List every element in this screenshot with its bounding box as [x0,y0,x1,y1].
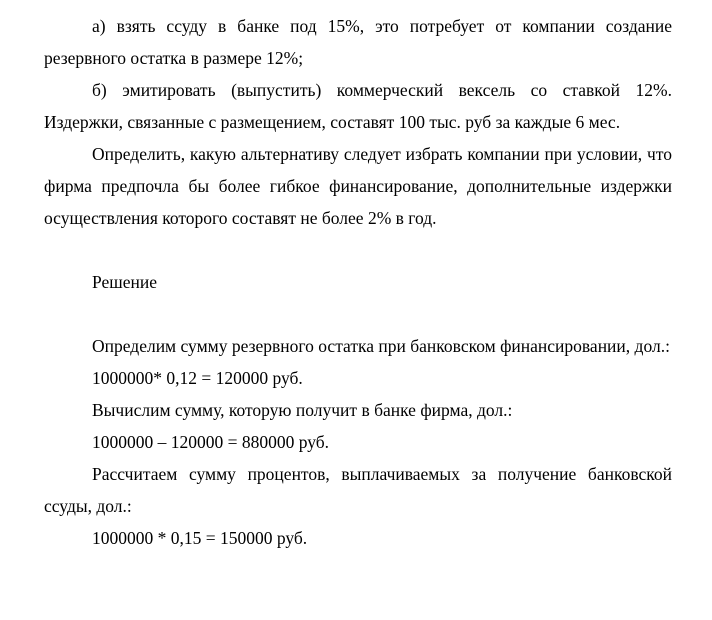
reserve-paragraph: Определим сумму резервного остатка при банковском финансировании, дол.: [92,336,670,356]
option-a-paragraph: а) взять ссуду в банке под 15%, это потребует от компании создание резервного остатка в размере 12%; [44,16,672,68]
task-paragraph: Определить, какую альтернативу следует избрать компании при условии, что фирма предпочла бы более гибкое финансирование, дополнительные издержки осуществления которого составят не более 2% в год. [44,144,672,228]
received-formula: 1000000 – 120000 = 880000 руб. [92,432,330,452]
spacer [44,234,672,266]
reserve-formula: 1000000* 0,12 = 120000 руб. [92,368,303,388]
received-paragraph: Вычислим сумму, которую получит в банке фирма, дол.: [92,400,513,420]
document-page [44,10,672,554]
option-b-paragraph: б) эмитировать (выпустить) коммерческий вексель со ставкой 12%. Издержки, связанные с размещением, составят 100 тыс. руб за каждые 6 мес. [44,80,672,132]
interest-formula: 1000000 * 0,15 = 150000 руб. [92,528,308,548]
spacer [44,298,672,330]
solution-heading: Решение [92,272,158,292]
interest-paragraph: Рассчитаем сумму процентов, выплачиваемых за получение банковской ссуды, дол.: [44,464,672,516]
